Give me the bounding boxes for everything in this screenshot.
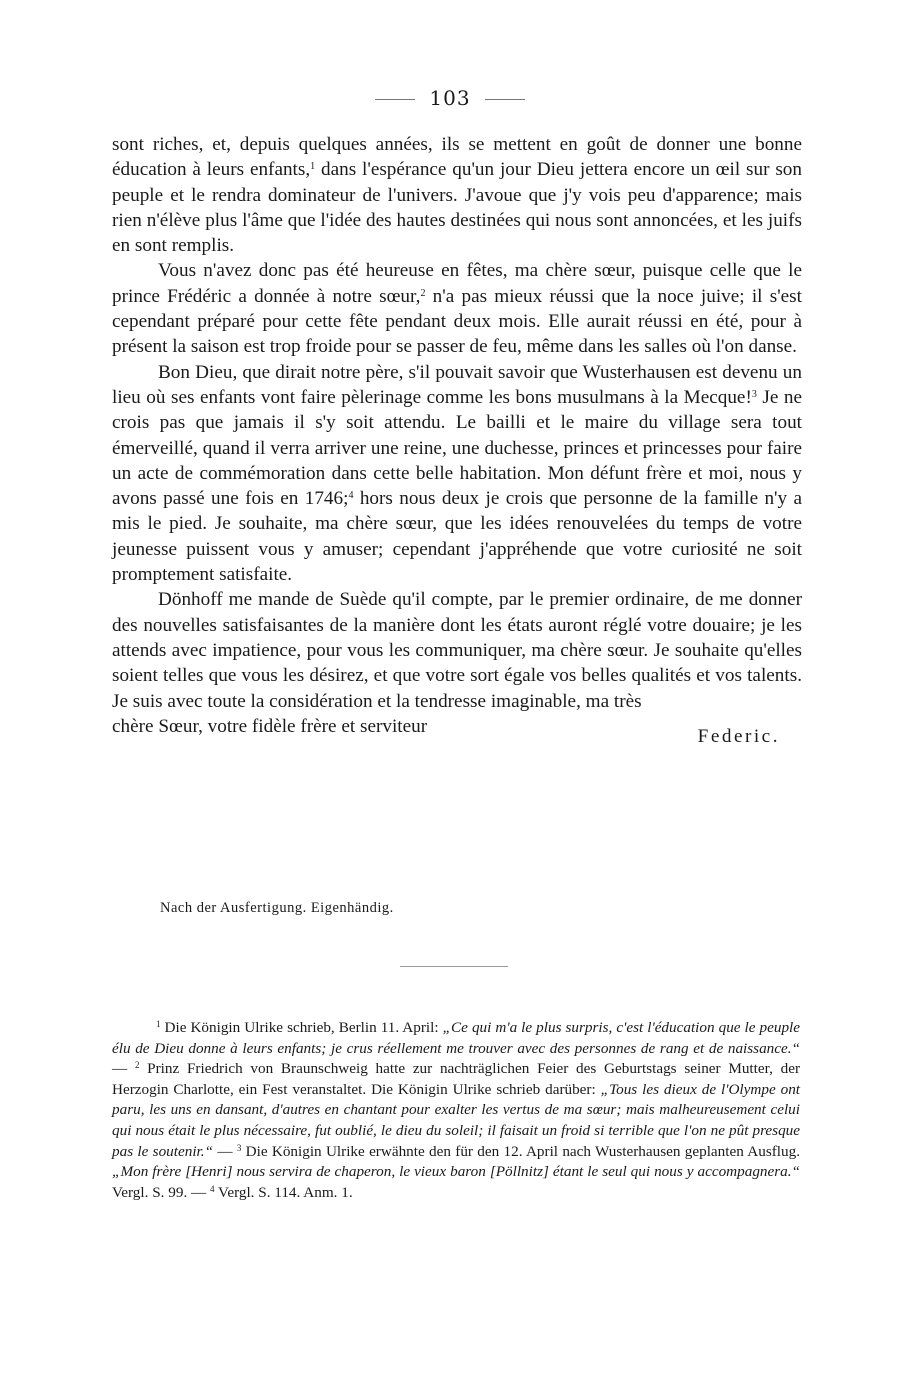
quoted-text: „Ce qui m'a le plus surpris, c'est l'éducation que le peuple élu de Dieu donne à leurs enfants; je crus réellement me trouver avec des personnes de rang et de naissance.“ [112, 1019, 800, 1057]
paragraph: Vous n'avez donc pas été heureuse en fêtes, ma chère sœur, puisque celle que le prince Frédéric a donnée à notre sœur,$^2$ n'a pas mieux réussi que la noce juive; il s'est cependant préparé pour cette fête pendant deux mois. Elle aurait réussi en été, pour à présent la saison est trop froide pour se passer de feu, même dans les salles où l'on danse. [112, 260, 802, 358]
footnote-marker: 2 [134, 1060, 140, 1071]
footnote-marker: 3 [236, 1142, 242, 1153]
header-rule-right [485, 99, 525, 100]
letter-body [112, 132, 802, 747]
footnote-marker: 3 [751, 388, 757, 400]
footnote-marker: 4 [348, 490, 354, 502]
paragraph: sont riches, et, depuis quelques années, ils se mettent en goût de donner une bonne éducation à leurs enfants,$^1$ dans l'espérance qu'un jour Dieu jettera encore un œil sur son peuple et le rendra dominateur de l'univers. J'avoue que j'y vois peu d'apparence; mais rien n'élève plus l'âme que l'idée des hautes destinées qui nous sont annoncées, et les juifs en sont remplis. [112, 134, 802, 257]
source-note: Nach der Ausfertigung. Eigenhändig. [160, 900, 394, 916]
paragraph: Dönhoff me mande de Suède qu'il compte, par le premier ordinaire, de me donner des nouvelles satisfaisantes de la manière dont les états auront réglé votre douaire; je les attends avec impatience, pour vous les communiquer, ma chère sœur. Je souhaite qu'elles soient telles que vous les désirez, et que votre sort égale vos belles qualités et vos talents. Je suis avec toute la considération et la tendresse imaginable, ma très [112, 589, 802, 712]
footnote-text: $^1$ Die Königin Ulrike schrieb, Berlin 11. April: „Ce qui m'a le plus surpris, c'est l'éducation que le peuple élu de Dieu donne à leurs enfants; je crus réellement me trouver avec des personnes de rang et de naissance.“ — $^2$ Prinz Friedrich von Braunschweig hatte zur nachträglichen Feier des Geburtstags seiner Mutter, der Herzogin Charlotte, ein Fest veranstaltet. Die Königin Ulrike schrieb darüber: „Tous les dieux de l'Olympe ont paru, les uns en dansant, d'autres en chantant pour exalter les vertus de ma sœur; mais malheureusement celui qui nous était le plus nécessaire, fut oublié, le dieu du soleil; il faisait un froid si terrible que l'on ne pût presque pas le soutenir.“ — $^3$ Die Königin Ulrike erwähnte den für den 12. April nach Wusterhausen geplanten Ausflug. „Mon frère [Henri] nous servira de chaperon, le vieux baron [Pöllnitz] étant le seul qui nous y accompagnera.“ Vergl. S. 99. — $^4$ Vergl. S. 114. Anm. 1. [112, 1019, 801, 1201]
footnote-marker: 1 [310, 161, 316, 173]
page-number: 103 [429, 86, 471, 110]
footnote-divider [400, 966, 508, 967]
header-rule-left [375, 99, 415, 100]
quoted-text: „Tous les dieux de l'Olympe ont paru, les uns en dansant, d'autres en chantant pour exalter les vertus de ma sœur; mais malheureusement celui qui nous était le plus nécessaire, fut oublié, le dieu du soleil; il faisait un froid si terrible que l'on ne pût presque pas le soutenir.“ [112, 1080, 801, 1160]
page-header [0, 86, 900, 110]
closing-line: chère Sœur, votre fidèle frère et serviteur [112, 715, 428, 737]
signature: Federic. [697, 725, 780, 747]
footnote-marker: 2 [420, 287, 426, 299]
footnote-marker: 4 [210, 1183, 215, 1194]
closing [112, 714, 802, 747]
footnotes [112, 1018, 800, 1203]
quoted-text: „Mon frère [Henri] nous servira de chaperon, le vieux baron [Pöllnitz] étant le seul qui nous y accompagnera.“ [112, 1163, 800, 1181]
footnote-marker: 1 [156, 1019, 161, 1029]
paragraph: Bon Dieu, que dirait notre père, s'il pouvait savoir que Wusterhausen est devenu un lieu où ses enfants vont faire pèlerinage comme les bons musulmans à la Mecque!$^3$ Je ne crois pas que jamais il s'y soit attendu. Le bailli et le maire du village sera tout émerveillé, quand il verra arriver une reine, une duchesse, princes et princesses pour faire un acte de commémoration dans cette belle habitation. Mon défunt frère et moi, nous y avons passé une fois en 1746;$^4$ hors nous deux je crois que personne de la famille n'y a mis le pied. Je souhaite, ma chère sœur, que les idées renouvelées du temps de votre jeunesse puissent vous y amuser; cependant j'appréhende que votre curiosité ne soit promptement satisfaite. [112, 361, 802, 586]
